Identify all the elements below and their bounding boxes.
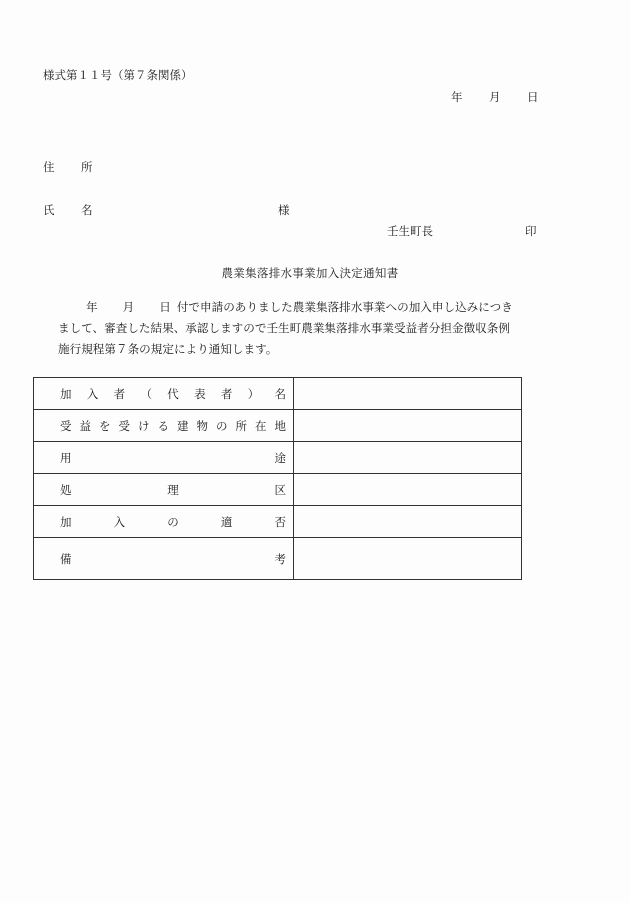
- label-char: 地: [274, 418, 286, 433]
- row-label-treatment-district: [34, 474, 294, 506]
- body-line-2: まして、審査した結果、承認しますので壬生町農業集落排水事業受益者分担金徴収条例: [58, 321, 510, 335]
- issuer-title: 壬生町長: [387, 224, 433, 238]
- date-year-label: 年: [451, 90, 463, 104]
- label-char: 加: [60, 514, 72, 529]
- label-char: 否: [274, 514, 286, 529]
- date-month-label: 月: [489, 90, 501, 104]
- form-number: 様式第１１号（第７条関係）: [43, 68, 193, 82]
- label-char: を: [99, 418, 111, 433]
- body-line-3: 施行規程第７条の規定により通知します。: [58, 342, 278, 356]
- row-label-remarks: [34, 538, 294, 580]
- row-value-usage[interactable]: [294, 442, 522, 474]
- label-char: 理: [167, 482, 179, 497]
- table-row: [34, 538, 522, 580]
- row-value-applicant-name[interactable]: [294, 378, 522, 410]
- row-value-remarks[interactable]: [294, 538, 522, 580]
- label-char: 建: [177, 418, 189, 433]
- address-label-char: 住: [43, 160, 55, 174]
- document-title: 農業集落排水事業加入決定通知書: [221, 266, 399, 280]
- label-char: 益: [79, 418, 91, 433]
- label-char: 入: [113, 514, 126, 529]
- table-row: [34, 474, 522, 506]
- seal-mark: 印: [525, 224, 537, 238]
- body-line-1-text: 付で申請のありました農業集落排水事業への加入申し込みにつき: [176, 300, 513, 314]
- row-label-admission-decision: [34, 506, 294, 538]
- label-char: 者: [113, 386, 126, 401]
- label-char: の: [167, 514, 179, 529]
- label-char: け: [138, 418, 150, 433]
- info-table: [33, 377, 522, 580]
- label-char: 処: [60, 482, 72, 497]
- row-value-treatment-district[interactable]: [294, 474, 522, 506]
- label-char: 備: [60, 551, 72, 566]
- honorific: 様: [278, 203, 290, 217]
- row-label-usage: [34, 442, 294, 474]
- label-char: 所: [235, 418, 247, 433]
- table-row: [34, 410, 522, 442]
- label-char: 受: [118, 418, 130, 433]
- body-day: 日: [159, 300, 171, 314]
- label-char: 用: [60, 450, 72, 465]
- table-row: [34, 506, 522, 538]
- label-char: 適: [220, 514, 233, 529]
- row-value-building-location[interactable]: [294, 410, 522, 442]
- address-label-char: 所: [81, 160, 93, 174]
- name-label-char: 名: [81, 203, 93, 217]
- name-label-char: 氏: [43, 203, 55, 217]
- label-char: 受: [60, 418, 72, 433]
- label-char: ）: [247, 386, 260, 401]
- row-label-applicant-name: [34, 378, 294, 410]
- label-char: 考: [274, 551, 286, 566]
- label-char: 加: [60, 386, 72, 401]
- label-char: 代: [167, 386, 179, 401]
- label-char: 名: [274, 386, 286, 401]
- label-char: 途: [274, 450, 286, 465]
- label-char: 入: [86, 386, 99, 401]
- label-char: 表: [194, 386, 206, 401]
- body-month: 月: [122, 300, 135, 314]
- label-char: 区: [274, 482, 286, 497]
- label-char: 者: [220, 386, 233, 401]
- row-value-admission-decision[interactable]: [294, 506, 522, 538]
- body-line-1: [58, 297, 558, 318]
- date-day-label: 日: [527, 90, 539, 104]
- row-label-building-location: [34, 410, 294, 442]
- table-row: [34, 378, 522, 410]
- label-char: 在: [255, 418, 267, 433]
- label-char: る: [157, 418, 169, 433]
- body-year: 年: [86, 300, 98, 314]
- table-row: [34, 442, 522, 474]
- body-text: [58, 297, 558, 360]
- label-char: （: [140, 386, 152, 401]
- label-char: 物: [196, 418, 208, 433]
- label-char: の: [216, 418, 228, 433]
